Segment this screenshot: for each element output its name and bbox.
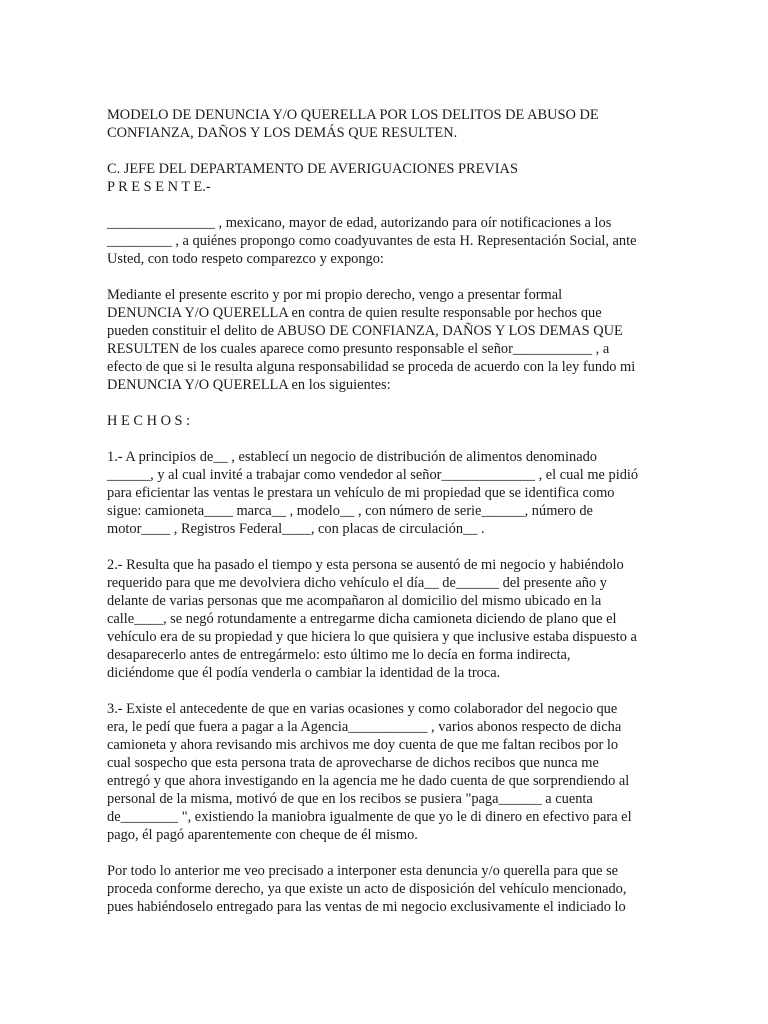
intro-paragraph — [107, 214, 667, 268]
fact-1-paragraph — [107, 448, 667, 538]
text-line: RESULTEN de los cuales aparece como presunto responsable el señor___________ , a — [107, 341, 610, 357]
text-line: pues habiéndoselo entregado para las ventas de mi negocio exclusivamente el indiciado lo — [107, 899, 626, 915]
text-line: calle____, se negó rotundamente a entregarme dicha camioneta diciendo de plano que el — [107, 611, 617, 627]
text-line: sigue: camioneta____ marca__ , modelo__ , con número de serie______, número de — [107, 503, 593, 519]
text-line: DENUNCIA Y/O QUERELLA en los siguientes: — [107, 377, 391, 393]
text-line: cual sospecho que esta persona trata de aprovecharse de dichos recibos que nunca me — [107, 755, 599, 771]
text-line: camioneta y ahora revisando mis archivos me doy cuenta de que me faltan recibos por lo — [107, 737, 619, 753]
text-line: motor____ , Registros Federal____, con placas de circulación__ . — [107, 521, 485, 537]
text-line: 1.- A principios de__ , establecí un negocio de distribución de alimentos denominado — [107, 449, 597, 465]
text-line: para eficientar las ventas le prestara un vehículo de mi propiedad que se identifica como — [107, 485, 615, 501]
facts-heading — [107, 412, 667, 430]
text-line: vehículo era de su propiedad y que hiciera lo que quisiera y que inclusive estaba dispuesto a — [107, 629, 637, 645]
text-line: pago, él pagó aparentemente con cheque de él mismo. — [107, 827, 418, 843]
text-line: ______, y al cual invité a trabajar como vendedor al señor_____________ , el cual me pidió — [107, 467, 639, 483]
text-line: desaparecerlo antes de entregármelo: esto último me lo decía en forma indirecta, — [107, 647, 571, 663]
addressee-line: C. JEFE DEL DEPARTAMENTO DE AVERIGUACIONES PREVIAS — [107, 161, 518, 177]
text-line: 3.- Existe el antecedente de que en varias ocasiones y como colaborador del negocio que — [107, 701, 618, 717]
text-line: _______________ , mexicano, mayor de edad, autorizando para oír notificaciones a los — [107, 215, 612, 231]
text-line: de________ ", existiendo la maniobra igualmente de que yo le di dinero en efectivo para el — [107, 809, 632, 825]
addressee — [107, 160, 667, 196]
conclusion-paragraph — [107, 862, 667, 916]
text-line: requerido para que me devolviera dicho vehículo el día__ de______ del presente año y — [107, 575, 607, 591]
text-line: Mediante el presente escrito y por mi propio derecho, vengo a presentar formal — [107, 287, 563, 303]
title-line: CONFIANZA, DAÑOS Y LOS DEMÁS QUE RESULTEN. — [107, 125, 458, 141]
text-line: proceda conforme derecho, ya que existe un acto de disposición del vehículo mencionado, — [107, 881, 627, 897]
text-line: diciéndome que él podía venderla o cambiar la identidad de la troca. — [107, 665, 501, 681]
text-line: era, le pedí que fuera a pagar a la Agencia___________ , varios abonos respecto de dicha — [107, 719, 622, 735]
title-line: MODELO DE DENUNCIA Y/O QUERELLA POR LOS DELITOS DE ABUSO DE — [107, 107, 599, 123]
text-line: delante de varias personas que me acompañaron al domicilio del mismo ubicado en la — [107, 593, 602, 609]
section-heading: H E C H O S : — [107, 413, 191, 429]
text-line: personal de la misma, motivó de que en los recibos se pusiera "paga______ a cuenta — [107, 791, 593, 807]
text-line: efecto de que si le resulta alguna responsabilidad se proceda de acuerdo con la ley fundo mi — [107, 359, 636, 375]
document-body — [107, 106, 667, 934]
text-line: Usted, con todo respeto comparezco y expongo: — [107, 251, 384, 267]
text-line: Por todo lo anterior me veo precisado a interponer esta denuncia y/o querella para que se — [107, 863, 619, 879]
complaint-paragraph — [107, 286, 667, 394]
text-line: entregó y que ahora investigando en la agencia me he dado cuenta de que sorprendiendo al — [107, 773, 630, 789]
text-line: _________ , a quiénes propongo como coadyuvantes de esta H. Representación Social, ante — [107, 233, 637, 249]
addressee-line: P R E S E N T E.- — [107, 179, 211, 195]
fact-3-paragraph — [107, 700, 667, 844]
text-line: pueden constituir el delito de ABUSO DE CONFIANZA, DAÑOS Y LOS DEMAS QUE — [107, 323, 623, 339]
fact-2-paragraph — [107, 556, 667, 682]
text-line: 2.- Resulta que ha pasado el tiempo y esta persona se ausentó de mi negocio y habiéndolo — [107, 557, 624, 573]
text-line: DENUNCIA Y/O QUERELLA en contra de quien resulte responsable por hechos que — [107, 305, 602, 321]
document-title — [107, 106, 667, 142]
